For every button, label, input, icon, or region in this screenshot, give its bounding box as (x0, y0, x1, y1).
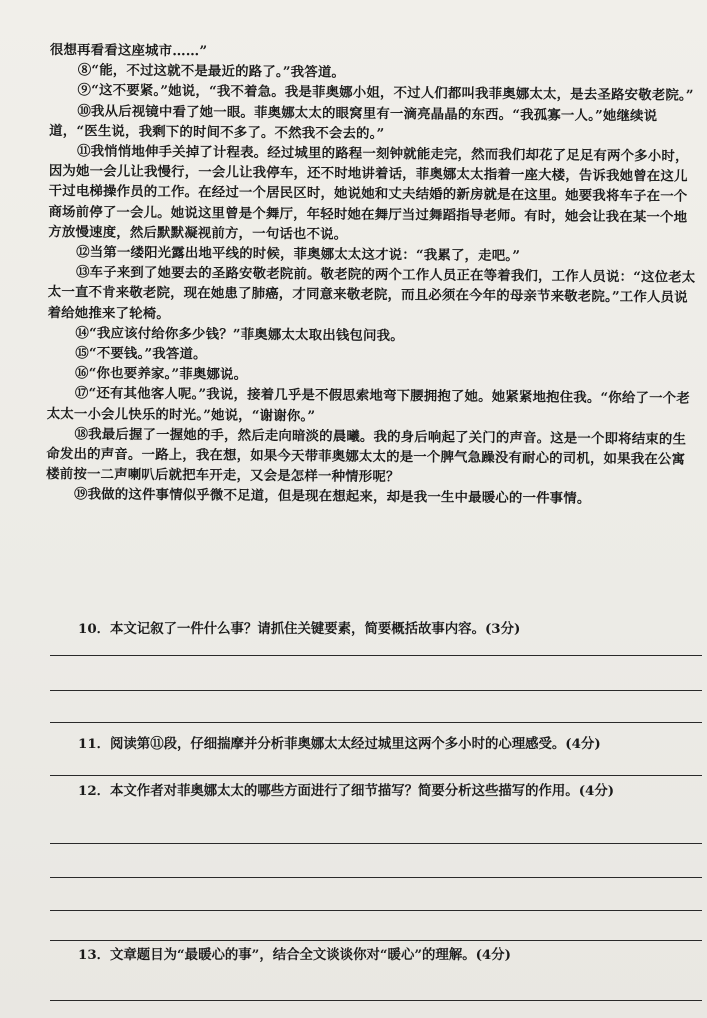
passage-paragraph: ⑰“还有其他客人呢。”我说，接着几乎是不假思索地弯下腰拥抱了她。她紧紧地抱住我。“你给了一个老太太一小会儿快乐的时光。”她说，“谢谢你。” (46, 385, 690, 424)
question-11: 11．阅读第⑪段，仔细揣摩并分析菲奥娜太太经过城里这两个多小时的心理感受。(4分) (78, 736, 601, 752)
passage-paragraph: ⑯“你也要养家。”菲奥娜说。 (75, 365, 248, 383)
answer-line[interactable] (50, 910, 702, 911)
passage-paragraph: ⑲我做的这件事情似乎微不足道，但是现在想起来，却是我一生中最暖心的一件事情。 (73, 486, 591, 508)
answer-line[interactable] (50, 722, 702, 723)
passage-paragraph: ⑱我最后握了一握她的手，然后走向暗淡的晨曦。我的身后响起了关门的声音。这是一个即将结束的生命发出的声音。一路上，我在想，如果今天带菲奥娜太太的是一个脾气急躁没有耐心的司机，如果我在公寓楼前按一二声喇叭后就把车开走，又会是怎样一种情形呢？ (46, 426, 687, 486)
passage-paragraph: 很想再看看这座城市……” (49, 41, 208, 60)
answer-line[interactable] (50, 690, 702, 691)
passage-paragraph: ⑧“能，不过这就不是最近的路了。”我答道。 (77, 62, 346, 81)
answer-line[interactable] (50, 877, 702, 878)
question-12: 12．本文作者对菲奥娜太太的哪些方面进行了细节描写？简要分析这些描写的作用。(4分) (78, 783, 615, 799)
passage-paragraph: ⑨“这不要紧。”她说，“我不着急。我是菲奥娜小姐，不过人们都叫我菲奥娜太太，是去圣路安敬老院。” (77, 82, 694, 105)
passage-paragraph: ⑩我从后视镜中看了她一眼。菲奥娜太太的眼窝里有一滴亮晶晶的东西。“我孤寡一人。”她继续说道，“医生说，我剩下的时间不多了。不然我不会去的。” (49, 102, 658, 142)
answer-line[interactable] (50, 775, 702, 776)
question-10: 10．本文记叙了一件什么事？请抓住关键要素，简要概括故事内容。(3分) (78, 621, 521, 637)
passage-paragraph: ⑪我悄悄地伸手关掉了计程表。经过城里的路程一刻钟就能走完，然而我们却花了足足有两个多小时，因为她一会儿让我慢行，一会儿让我停车，还不时地讲着话，菲奥娜太太指着一座大楼，告诉我她曾在这儿干过电梯操作员的工作。在经过一个居民区时，她说她和丈夫结婚的新房就是在这里。她要我将车子在一个商场前停了一会儿。她说这里曾是个舞厅，年轻时她在舞厅当过舞蹈指导老师。有时，她会让我在某一个地方放慢速度，然后默默凝视前方，一句话也不说。 (48, 143, 689, 243)
passage-paragraph: ⑬车子来到了她要去的圣路安敬老院前。敬老院的两个工作人员正在等着我们，工作人员说：“这位老太太一直不肯来敬老院，现在她患了肺癌，才同意来敬老院，而且必须在今年的母亲节来敬老院。”工作人员说着给她推来了轮椅。 (47, 264, 696, 322)
answer-line[interactable] (50, 1000, 702, 1001)
question-13: 13．文章题目为“最暖心的事”，结合全文谈谈你对“暖心”的理解。(4分) (78, 947, 511, 963)
passage-paragraph: ⑭“我应该付给你多少钱？”菲奥娜太太取出钱包问我。 (75, 325, 404, 344)
answer-line[interactable] (50, 655, 702, 656)
passage-paragraph: ⑫当第一缕阳光露出地平线的时候，菲奥娜太太这才说：“我累了，走吧。” (76, 244, 521, 265)
reading-passage (46, 40, 700, 510)
answer-line[interactable] (50, 843, 702, 844)
passage-paragraph: ⑮“不要钱。”我答道。 (75, 345, 207, 363)
answer-line[interactable] (50, 940, 702, 941)
